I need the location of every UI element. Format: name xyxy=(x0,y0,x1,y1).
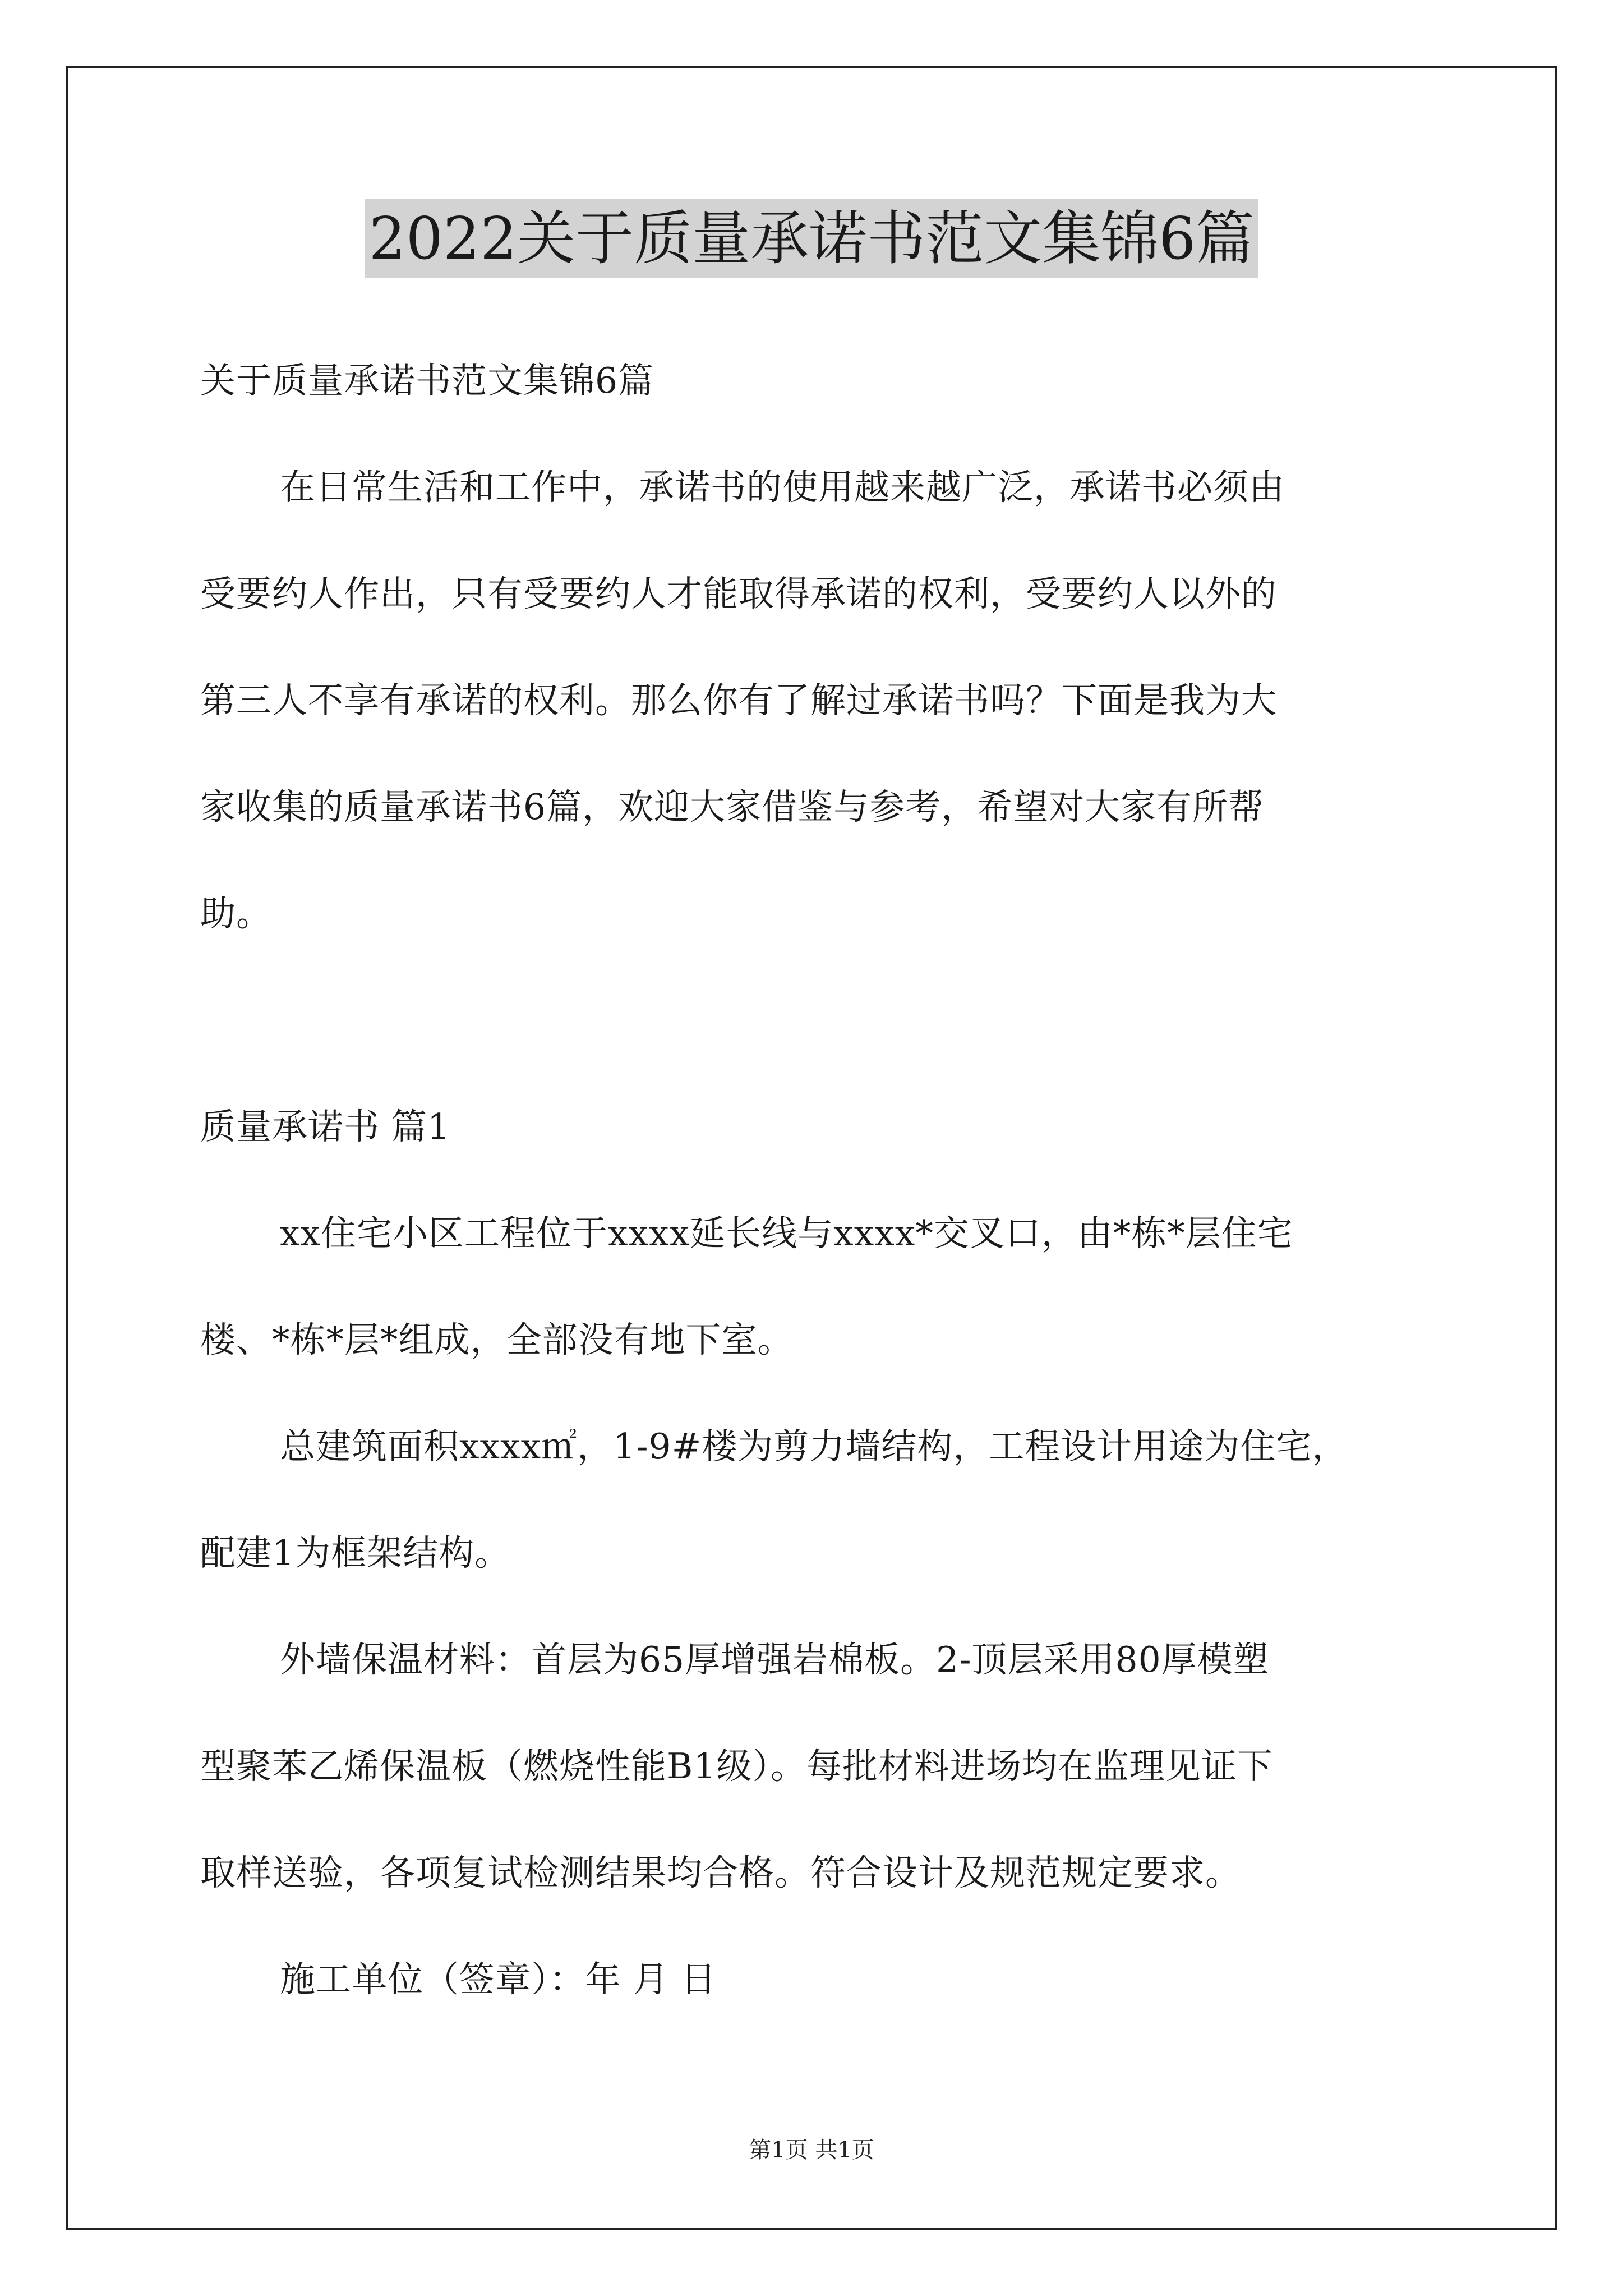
section-1-line-1: xx住宅小区工程位于xxxx延长线与xxxx*交叉口，由*栋*层住宅 xyxy=(280,1213,1293,1254)
section-1-line-4: 配建1为框架结构。 xyxy=(200,1533,511,1573)
section-1-line-6: 型聚苯乙烯保温板（燃烧性能B1级）。每批材料进场均在监理见证下 xyxy=(200,1746,1273,1787)
section-1-line-2: 楼、*栋*层*组成，全部没有地下室。 xyxy=(200,1319,794,1360)
page-footer: 第1页 共1页 xyxy=(749,2137,874,2163)
intro-line-2: 受要约人作出，只有受要约人才能取得承诺的权利，受要约人以外的 xyxy=(200,573,1277,614)
section-1-heading: 质量承诺书 篇1 xyxy=(200,1106,451,1147)
section-1-line-7: 取样送验，各项复试检测结果均合格。符合设计及规范规定要求。 xyxy=(200,1852,1241,1893)
section-1-line-5: 外墙保温材料：首层为65厚增强岩棉板。2-顶层采用80厚模塑 xyxy=(280,1639,1269,1680)
document-subtitle: 关于质量承诺书范文集锦6篇 xyxy=(200,360,654,401)
intro-line-4: 家收集的质量承诺书6篇，欢迎大家借鉴与参考，希望对大家有所帮 xyxy=(200,786,1265,827)
document-title: 2022关于质量承诺书范文集锦6篇 xyxy=(365,199,1259,278)
section-1-line-3: 总建筑面积xxxx㎡，1-9#楼为剪力墙结构，工程设计用途为住宅， xyxy=(280,1426,1348,1467)
intro-line-1: 在日常生活和工作中，承诺书的使用越来越广泛，承诺书必须由 xyxy=(280,467,1285,508)
signature-line: 施工单位（签章）：年 月 日 xyxy=(280,1959,717,2000)
intro-line-3: 第三人不享有承诺的权利。那么你有了解过承诺书吗？下面是我为大 xyxy=(200,680,1277,721)
title-container xyxy=(0,199,1623,278)
intro-line-5: 助。 xyxy=(200,893,272,934)
